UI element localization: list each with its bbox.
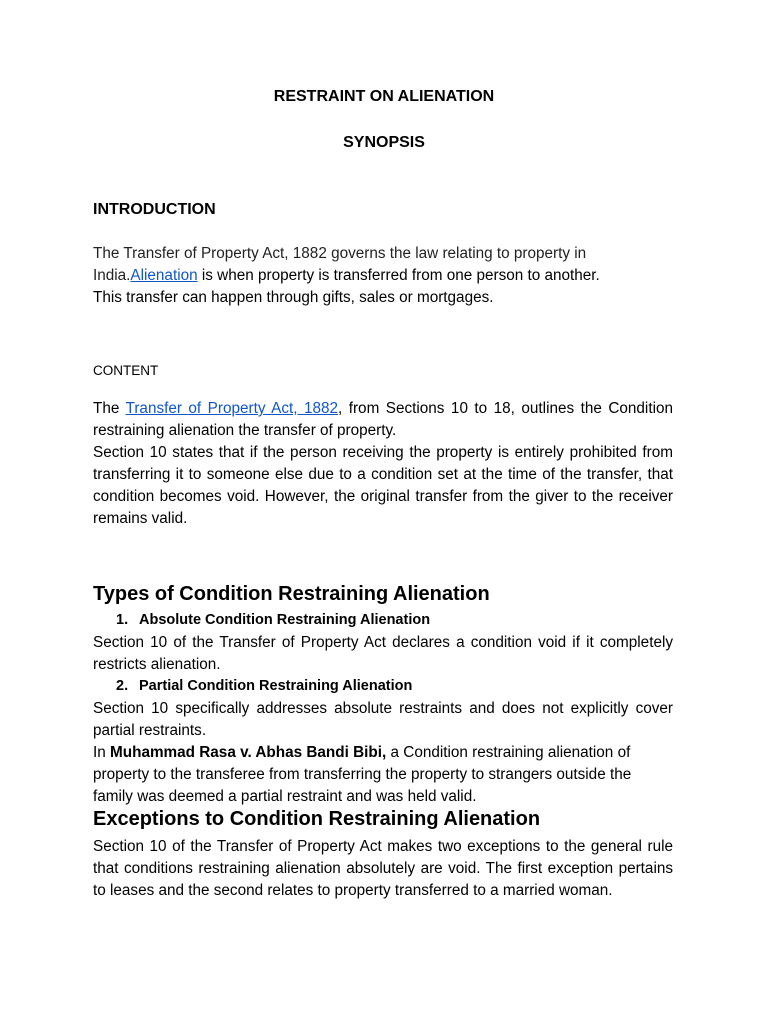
introduction-india-text: India. <box>93 267 131 284</box>
types-item-1-number: 1. <box>116 612 129 628</box>
document-subtitle: SYNOPSIS <box>343 134 425 151</box>
case-prefix: In <box>93 744 111 761</box>
content-paragraph-2: Section 10 states that if the person receiving the property is entirely prohibited from transferring it to someone else due to a condition set at the time of the transfer, that condition becomes void. However, the original transfer from the giver to the receiver remains valid. <box>93 444 673 527</box>
introduction-line-1: The Transfer of Property Act, 1882 governs the law relating to property in <box>93 245 587 262</box>
introduction-paragraph <box>93 243 673 309</box>
types-item-2-number: 2. <box>116 678 129 694</box>
content-label: CONTENT <box>93 363 159 378</box>
types-heading: Types of Condition Restraining Alienation <box>93 583 490 605</box>
types-item-1-title-text: Absolute Condition Restraining Alienation <box>139 612 431 628</box>
types-item-2-title-text: Partial Condition Restraining Alienation <box>139 678 413 694</box>
content-p1-suffix: , from Sections 10 to 18, outlines the Condition restraining alienation the transfer of property. <box>93 400 673 439</box>
exceptions-paragraph: Section 10 of the Transfer of Property Act makes two exceptions to the general rule that conditions restraining alienation absolutely are void. The first exception pertains to leases and the second relates to property transferred to a married woman. <box>93 838 673 899</box>
transfer-of-property-act-link[interactable]: Transfer of Property Act, 1882 <box>125 400 338 417</box>
introduction-after-link-text: is when property is transferred from one person to another. <box>197 267 600 284</box>
types-item-1-text: Section 10 of the Transfer of Property Act declares a condition void if it completely restricts alienation. <box>93 634 673 673</box>
case-name: Muhammad Rasa v. Abhas Bandi Bibi, <box>110 744 387 761</box>
case-text: a Condition restraining alienation of property to the transferee from transferring the property to strangers outside the family was deemed a partial restraint and was held valid. <box>93 744 632 805</box>
introduction-line-3: This transfer can happen through gifts, sales or mortgages. <box>93 289 494 306</box>
types-item-2-text: Section 10 specifically addresses absolute restraints and does not explicitly cover partial restraints. <box>93 700 673 739</box>
content-paragraph-1 <box>93 398 673 442</box>
document-title: RESTRAINT ON ALIENATION <box>273 88 495 105</box>
types-item-1-title <box>116 612 430 628</box>
types-item-2-title <box>116 678 412 694</box>
exceptions-heading: Exceptions to Condition Restraining Alienation <box>93 808 541 830</box>
introduction-line-2 <box>93 265 673 287</box>
alienation-link[interactable]: Alienation <box>130 267 198 284</box>
case-paragraph <box>93 742 673 808</box>
introduction-heading: INTRODUCTION <box>93 201 216 218</box>
content-p1-prefix: The <box>93 400 126 417</box>
